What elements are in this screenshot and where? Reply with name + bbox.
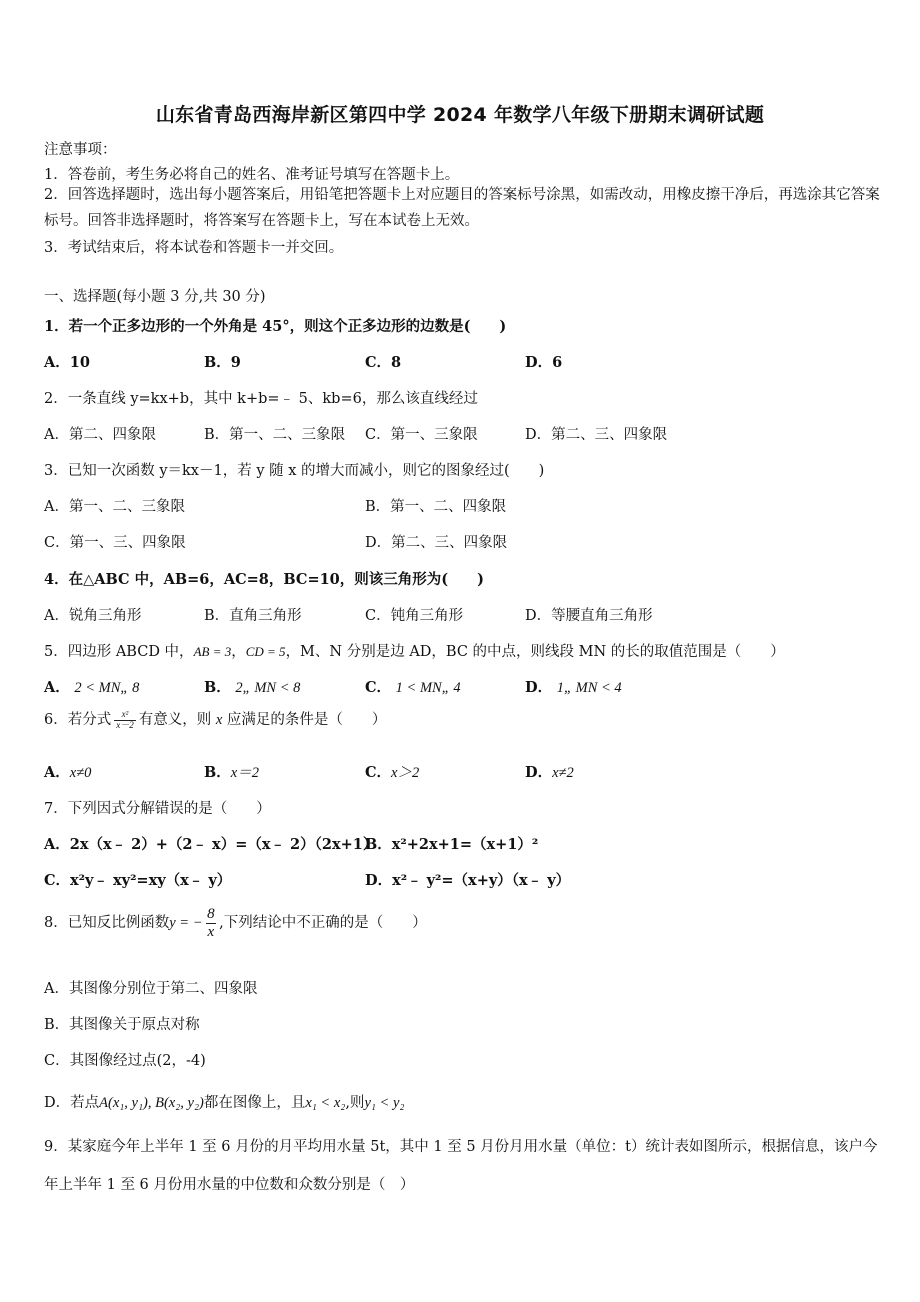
q8-fraction-numerator: 8 <box>207 906 215 922</box>
question-8-stem <box>44 906 427 940</box>
q8-option-c[interactable]: C．其图像经过点(2，-4) <box>44 1053 206 1069</box>
q3-option-b[interactable]: B．第一、二、四象限 <box>365 499 507 515</box>
q8-d-prefix: D．若点 <box>44 1095 100 1111</box>
page-title: 山东省青岛西海岸新区第四中学 2024 年数学八年级下册期末调研试题 <box>155 104 765 126</box>
q6-label-b: B． <box>204 764 231 781</box>
q5-expr-d: 1„ MN < 4 <box>556 680 622 696</box>
q1-option-a[interactable]: A．10 <box>44 354 90 371</box>
q2-option-b[interactable]: B．第一、二、三象限 <box>204 427 346 443</box>
q5-expr-c: 1 < MN„ 4 <box>395 680 461 696</box>
q6-expr-d: x≠2 <box>552 765 574 781</box>
q7-option-b[interactable]: B．x²+2x+1=（x+1）² <box>365 836 539 853</box>
q8-suffix: ,下列结论中不正确的是（ ） <box>219 915 427 931</box>
notice-item-2: 2．回答选择题时，选出每小题答案后，用铅笔把答题卡上对应题目的答案标号涂黑，如需改动，用橡皮擦干净后，再选涂其它答案标号。回答非选择题时，将答案写在答题卡上，写在本试卷上无效。 <box>44 187 880 229</box>
q8-d-result: y₁ < y₂ <box>364 1095 405 1111</box>
section-heading: 一、选择题(每小题 3 分,共 30 分) <box>44 289 266 305</box>
q1-option-d[interactable]: D．6 <box>525 354 563 371</box>
q8-lhs: y = − <box>169 915 203 931</box>
q4-option-d[interactable]: D．等腰直角三角形 <box>525 608 653 624</box>
q5-ab-expr: AB = 3 <box>193 644 232 659</box>
question-6-stem <box>44 708 386 730</box>
q8-option-a[interactable]: A．其图像分别位于第二、四象限 <box>44 981 258 997</box>
q3-option-d[interactable]: D．第二、三、四象限 <box>365 535 508 551</box>
q7-option-a[interactable]: A．2x（x﹣ 2）+（2﹣ x）=（x﹣ 2）（2x+1） <box>44 836 378 853</box>
q6-option-d[interactable] <box>525 761 574 782</box>
q8-d-points: A(x₁, y₁), B(x₂, y₂) <box>99 1095 204 1111</box>
q5-label-c: C． <box>365 679 392 696</box>
q6-option-c[interactable] <box>365 761 419 782</box>
question-2-stem: 2．一条直线 y=kx+b，其中 k+b=﹣ 5、kb=6，那么该直线经过 <box>44 391 478 407</box>
q6-mid: 有意义，则 <box>138 712 212 728</box>
q6-expr-b: x＝2 <box>230 765 259 781</box>
q5-option-c[interactable] <box>365 676 461 697</box>
question-5-stem <box>44 640 785 661</box>
q5-cd-expr: CD = 5 <box>245 644 286 659</box>
notice-item-3: 3．考试结束后，将本试卷和答题卡一并交回。 <box>44 240 344 256</box>
q8-fraction-denominator: x <box>207 923 215 940</box>
q8-prefix: 8．已知反比例函数 <box>44 915 170 931</box>
q8-d-then: ,则 <box>345 1095 365 1111</box>
q5-expr-b: 2„ MN < 8 <box>235 680 301 696</box>
q5-expr-a: 2 < MN„ 8 <box>74 680 140 696</box>
q2-option-a[interactable]: A．第二、四象限 <box>44 427 156 443</box>
q6-suffix: 应满足的条件是（ ） <box>226 712 387 728</box>
q6-fraction <box>114 710 136 731</box>
q8-d-condition: x₁ < x₂ <box>305 1095 346 1111</box>
q6-label-a: A． <box>44 764 70 781</box>
q8-option-d[interactable] <box>44 1091 404 1112</box>
q5-sep: ， <box>231 644 246 660</box>
q6-option-b[interactable] <box>204 761 259 782</box>
q5-prefix: 5．四边形 ABCD 中， <box>44 644 194 660</box>
q5-label-d: D． <box>525 679 553 696</box>
q5-option-a[interactable] <box>44 676 139 697</box>
q8-fraction <box>206 906 217 940</box>
question-9-stem: 9．某家庭今年上半年 1 至 6 月份的月平均用水量 5t，其中 1 至 5 月份月用水量（单位：t）统计表如图所示，根据信息，该户今年上半年 1 至 6 月份用水量的中位数和众数分别是（ ） <box>44 1139 878 1193</box>
q4-option-b[interactable]: B．直角三角形 <box>204 608 302 624</box>
q7-option-c[interactable]: C．x²y﹣ xy²=xy（x﹣ y） <box>44 872 232 889</box>
notice-item-1: 1．答卷前，考生务必将自己的姓名、准考证号填写在答题卡上。 <box>44 167 460 183</box>
q8-d-mid: 都在图像上，且 <box>203 1095 306 1111</box>
q4-option-a[interactable]: A．锐角三角形 <box>44 608 142 624</box>
question-1-stem: 1．若一个正多边形的一个外角是 45°，则这个正多边形的边数是( ) <box>44 318 507 335</box>
question-4-stem: 4．在△ABC 中，AB=6，AC=8，BC=10，则该三角形为( ) <box>44 571 484 588</box>
q5-option-b[interactable] <box>204 676 300 697</box>
q1-option-c[interactable]: C．8 <box>365 354 402 371</box>
q7-option-d[interactable]: D．x²﹣ y²=（x+y）（x﹣ y） <box>365 872 571 889</box>
q5-label-a: A． <box>44 679 70 696</box>
q2-option-d[interactable]: D．第二、三、四象限 <box>525 427 668 443</box>
q3-option-c[interactable]: C．第一、三、四象限 <box>44 535 186 551</box>
q6-expr-c: x＞2 <box>391 765 420 781</box>
notice-heading: 注意事项： <box>44 142 117 158</box>
q6-option-a[interactable] <box>44 761 91 782</box>
q2-option-c[interactable]: C．第一、三象限 <box>365 427 478 443</box>
q6-fraction-numerator: x² <box>121 708 129 719</box>
question-7-stem: 7．下列因式分解错误的是（ ） <box>44 801 271 817</box>
question-3-stem: 3．已知一次函数 y＝kx－1，若 y 随 x 的增大而减小，则它的图象经过( ) <box>44 463 545 479</box>
q6-label-c: C． <box>365 764 392 781</box>
q8-option-b[interactable]: B．其图像关于原点对称 <box>44 1017 200 1033</box>
q6-expr-a: x≠0 <box>69 765 92 781</box>
q5-option-d[interactable] <box>525 676 622 697</box>
q6-var: x <box>215 712 223 728</box>
q5-suffix: ，M、N 分别是边 AD，BC 的中点，则线段 MN 的长的取值范围是（ ） <box>285 644 785 660</box>
q4-option-c[interactable]: C．钝角三角形 <box>365 608 464 624</box>
q6-label-d: D． <box>525 764 553 781</box>
q6-prefix: 6．若分式 <box>44 712 112 728</box>
q5-label-b: B． <box>204 679 231 696</box>
q3-option-a[interactable]: A．第一、二、三象限 <box>44 499 185 515</box>
q1-option-b[interactable]: B．9 <box>204 354 241 371</box>
q6-fraction-denominator: x－2 <box>116 719 134 730</box>
